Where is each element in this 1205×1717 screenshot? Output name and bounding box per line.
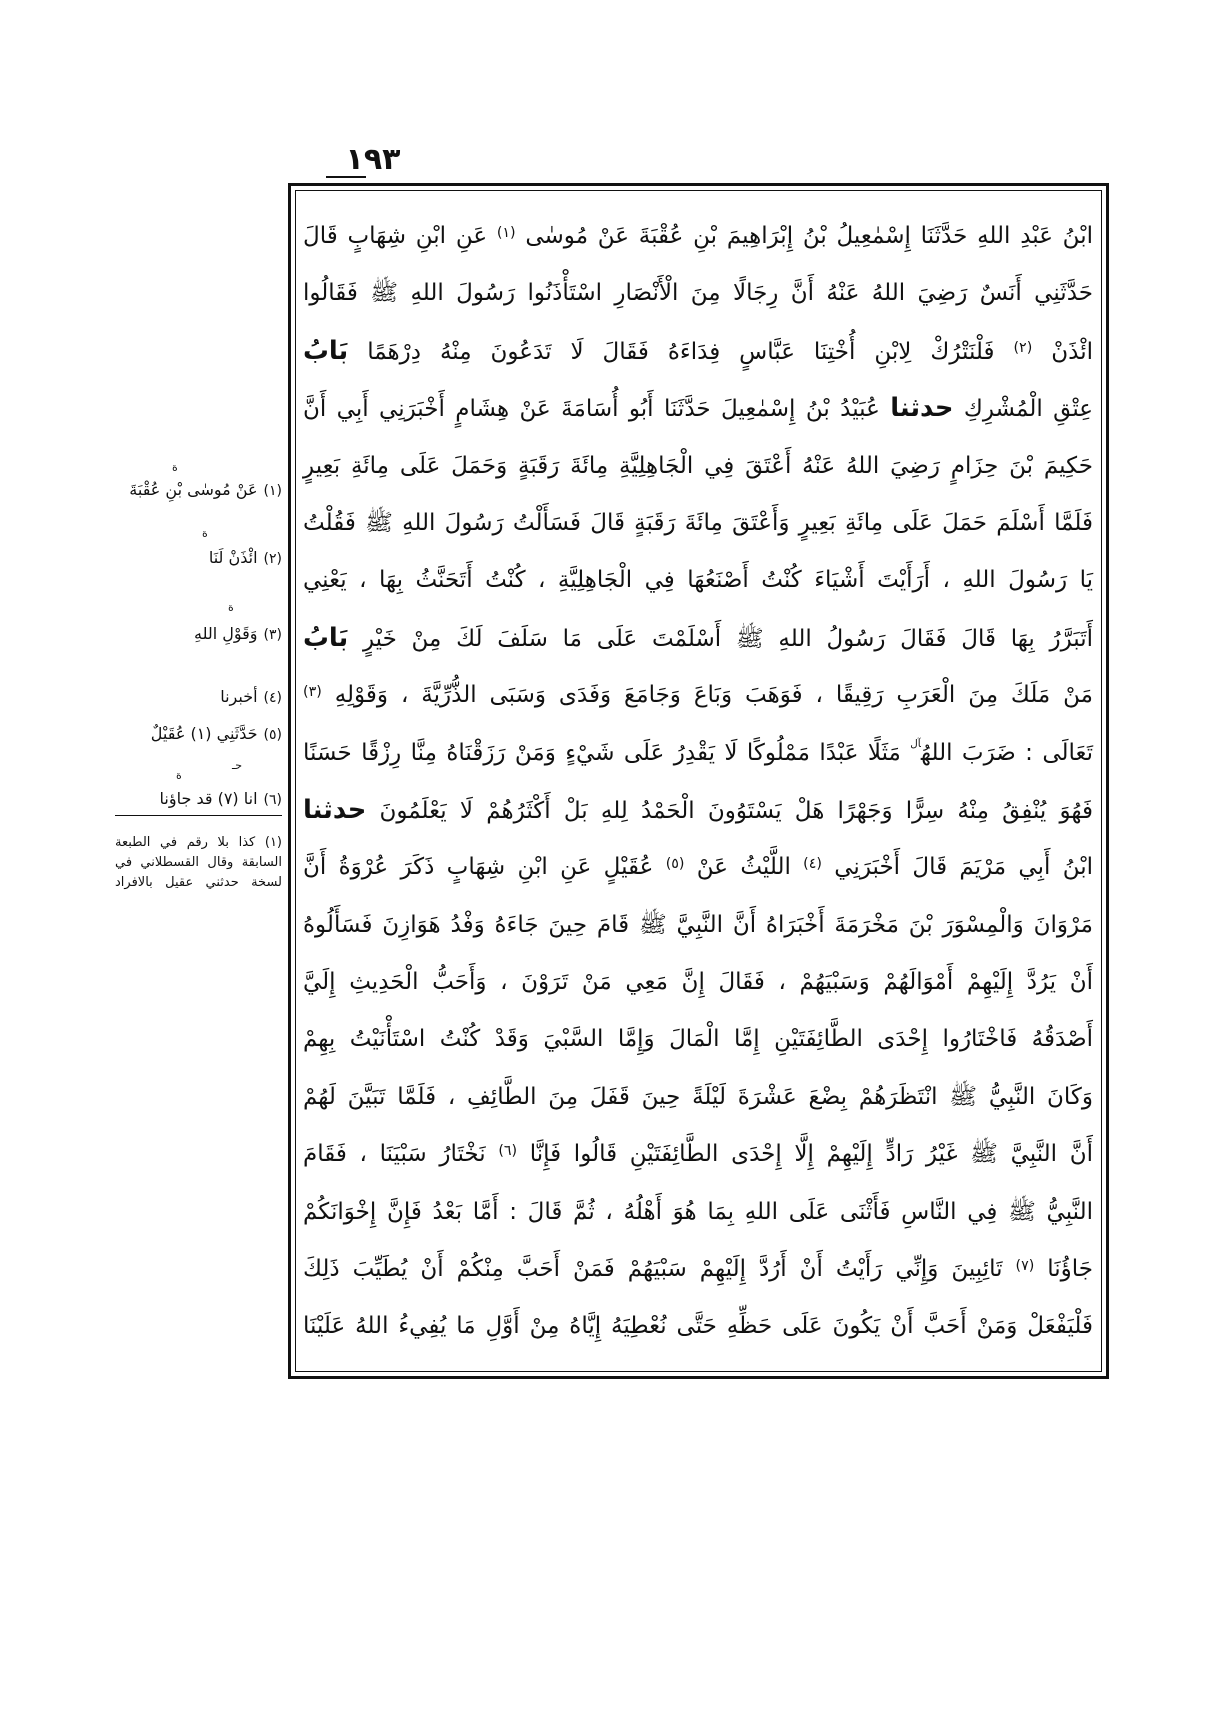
footnote-line: (١) كذا بلا رقم في الطبعة (115, 835, 282, 850)
text-line (303, 1126, 1093, 1183)
margin-note-text: انا (٧) قد جاؤنا (159, 789, 258, 808)
footnote-separator (115, 815, 282, 816)
text-line (303, 208, 1093, 265)
text-segment: نَخْتَارُ سَبْيَنَا ، فَقَامَ (303, 1141, 499, 1168)
margin-note-number: (٦) (263, 792, 282, 808)
note-reference: (٣) (303, 683, 322, 700)
chapter-heading-word: بَابُ (303, 335, 349, 366)
margin-note-text: حَدَّثَنِي (١) عُقَيْلٌ (150, 724, 258, 743)
text-line (303, 667, 1093, 724)
text-line (303, 1241, 1093, 1298)
note-reference: (٤) (803, 855, 822, 872)
text-segment: عُبَيْدُ بْنُ إِسْمٰعِيلَ حَدَّثَنَا أَبُو أُسَامَةَ عَنْ هِشَامٍ أَخْبَرَنِي أَبِي أَنَّ (303, 396, 891, 423)
text-segment: تَائِبِينَ وَإِنِّي رَأَيْتُ أَنْ أَرُدَّ إِلَيْهِمْ سَبْيَهُمْ فَمَنْ أَحَبَّ مِنْكُمْ أَنْ يُطَيِّبَ ذَلِكَ (303, 1256, 1016, 1283)
page-number: ١٩٣ (345, 142, 401, 177)
margin-note-number: (٣) (263, 627, 282, 643)
margin-note-number: (٤) (263, 690, 282, 706)
margin-note (209, 546, 282, 571)
text-segment: حَدَّثَنِي أَنَسٌ رَضِيَ اللهُ عَنْهُ أَنَّ رِجَالًا مِنَ الْأَنْصَارِ اسْتَأْذَنُوا رَسُولَ اللهِ ﷺ فَقَالُوا (303, 280, 1093, 307)
text-segment: ابْنُ عَبْدِ اللهِ حَدَّثَنَا إِسْمٰعِيلُ بْنُ إِبْرَاهِيمَ بْنِ عُقْبَةَ عَنْ مُوسٰى (515, 223, 1093, 249)
margin-note-number: (٥) (263, 727, 282, 743)
text-line (303, 1069, 1093, 1126)
text-segment: ابْنُ أَبِي مَرْيَمَ قَالَ أَخْبَرَنِي (821, 854, 1094, 881)
text-segment: أَنَّ النَّبِيَّ ﷺ غَيْرُ رَادٍّ إِلَيْهِمْ إِلَّا إِحْدَى الطَّائِفَتَيْنِ قَالُوا فَإِنَّا (517, 1141, 1093, 1168)
text-line (303, 265, 1093, 322)
variant-siglum: آل (910, 738, 921, 751)
variant-siglum: ة (176, 769, 182, 782)
variant-siglum: حـ (232, 759, 243, 772)
note-reference: (٢) (1013, 340, 1033, 357)
text-segment: عَنِ ابْنِ شِهَابٍ قَالَ (303, 223, 497, 249)
footnote-line: لسخة حدثني عقيل بالافراد (115, 875, 282, 890)
note-reference: (٥) (665, 855, 685, 872)
chapter-heading-word: حدثنا (890, 393, 954, 424)
margin-note (194, 622, 282, 647)
text-line (303, 323, 1093, 380)
text-segment: حَكِيمَ بْنَ حِزَامٍ رَضِيَ اللهُ عَنْهُ أَعْتَقَ فِي الْجَاهِلِيَّةِ مِائَةَ رَقَبَةٍ وَحَمَلَ عَلَى مِائَةِ بَعِيرٍ (303, 452, 1093, 479)
text-line (303, 495, 1093, 552)
chapter-heading-word: حدثنا (303, 794, 367, 825)
margin-note (220, 685, 282, 710)
text-segment: عِتْقِ الْمُشْرِكِ (953, 396, 1093, 423)
margin-note-text: ائْذَنْ لَنَا (208, 548, 258, 567)
variant-siglum: ة (202, 527, 208, 540)
text-segment: يَا رَسُولَ اللهِ ، أَرَأَيْتَ أَشْيَاءَ كُنْتُ أَصْنَعُهَا فِي الْجَاهِلِيَّةِ ، كُنْتُ أَتَحَنَّثُ بِهَا ، يَعْنِي (303, 567, 1093, 594)
margin-note-text: وَقَوْلِ اللهِ (193, 624, 258, 643)
variant-siglum: ة (172, 461, 178, 474)
margin-note-number: (٢) (263, 551, 282, 567)
text-segment: اللَّيْثُ عَنْ (684, 854, 804, 881)
text-segment: تَعَالَى : ضَرَبَ اللهُ (920, 739, 1094, 766)
text-segment: النَّبِيُّ ﷺ فِي النَّاسِ فَأَثْنَى عَلَى اللهِ بِمَا هُوَ أَهْلُهُ ، ثُمَّ قَالَ : أَمَّا بَعْدُ فَإِنَّ إِخْوَانَكُمْ (303, 1198, 1093, 1225)
text-line (303, 839, 1093, 896)
text-line (303, 1184, 1093, 1241)
note-reference: (٧) (1015, 1257, 1035, 1274)
text-segment: فَلْنَتْرُكْ لِابْنِ أُخْتِنَا عَبَّاسٍ فِدَاءَهُ فَقَالَ لَا تَدَعُونَ مِنْهُ دِرْهَمًا (348, 338, 1014, 365)
margin-note-text: عَنْ مُوسٰى بْنِ عُقْبَةَ (129, 480, 258, 499)
margin-note-text: أخبرنا (220, 687, 258, 706)
margin-note (129, 478, 282, 503)
text-line (303, 552, 1093, 609)
text-segment: جَاؤُنَا (1034, 1256, 1093, 1283)
footnote-line: السابقة وقال القسطلاني في (115, 855, 282, 870)
text-line (303, 380, 1093, 437)
text-segment: أَنْ يَرُدَّ إِلَيْهِمْ أَمْوَالَهُمْ وَسَبْيَهُمْ ، فَقَالَ إِنَّ مَعِي مَنْ تَرَوْنَ ، وَأَحَبُّ الْحَدِيثِ إِلَيَّ (303, 969, 1093, 996)
text-segment: فَلْيَفْعَلْ وَمَنْ أَحَبَّ أَنْ يَكُونَ عَلَى حَظِّهِ حَتَّى نُعْطِيَهُ إِيَّاهُ مِنْ أَوَّلِ مَا يُفِيءُ اللهُ عَلَيْنَا (303, 1313, 1093, 1340)
text-segment: أَصْدَقُهُ فَاخْتَارُوا إِحْدَى الطَّائِفَتَيْنِ إِمَّا الْمَالَ وَإِمَّا السَّبْيَ وَقَدْ كُنْتُ اسْتَأْنَيْتُ بِهِمْ (303, 1026, 1093, 1053)
margin-note (151, 722, 282, 747)
text-line (303, 782, 1093, 839)
text-line (303, 438, 1093, 495)
text-line (303, 1011, 1093, 1068)
variant-siglum: ة (228, 601, 234, 614)
text-line (303, 1298, 1093, 1355)
text-line (303, 954, 1093, 1011)
margin-note-number: (١) (263, 483, 282, 499)
chapter-heading-word: بَابُ (303, 622, 349, 653)
text-segment: مَثَلًا عَبْدًا مَمْلُوكًا لَا يَقْدِرُ عَلَى شَيْءٍ وَمَنْ رَزَقْنَاهُ مِنَّا رِزْقًا حَسَنًا (303, 739, 911, 766)
text-segment: ائْذَنْ (1032, 338, 1093, 365)
text-segment: أَتَبَرَّرُ بِهَا قَالَ فَقَالَ رَسُولُ اللهِ ﷺ أَسْلَمْتَ عَلَى مَا سَلَفَ لَكَ مِنْ خَيْرٍ (348, 625, 1093, 652)
text-line (303, 897, 1093, 954)
text-segment: فَلَمَّا أَسْلَمَ حَمَلَ عَلَى مِائَةِ بَعِيرٍ وَأَعْتَقَ مِائَةَ رَقَبَةٍ قَالَ فَسَأَلْتُ رَسُولَ اللهِ ﷺ فَقُلْتُ (303, 509, 1093, 536)
margin-note (160, 787, 282, 812)
text-line (303, 725, 1093, 782)
text-segment: فَهُوَ يُنْفِقُ مِنْهُ سِرًّا وَجَهْرًا هَلْ يَسْتَوُونَ الْحَمْدُ لِلهِ بَلْ أَكْثَرُهُمْ لَا يَعْلَمُونَ (366, 797, 1093, 824)
note-reference: (٦) (498, 1142, 518, 1159)
text-segment: مَرْوَانَ وَالْمِسْوَرَ بْنَ مَخْرَمَةَ أَخْبَرَاهُ أَنَّ النَّبِيَّ ﷺ قَامَ حِينَ جَاءَهُ وَفْدُ هَوَازِنَ فَسَأَلُوهُ (303, 911, 1093, 938)
note-reference: (١) (496, 224, 516, 241)
main-text-block (303, 208, 1093, 1356)
text-line (303, 610, 1093, 667)
text-segment: عُقَيْلٍ عَنِ ابْنِ شِهَابٍ ذَكَرَ عُرْوَةُ أَنَّ (303, 854, 666, 881)
text-segment: مَنْ مَلَكَ مِنَ الْعَرَبِ رَقِيقًا ، فَوَهَبَ وَبَاعَ وَجَامَعَ وَفَدَى وَسَبَى الذُّرِّيَّةَ ، وَقَوْلِهِ (321, 682, 1093, 709)
text-segment: وَكَانَ النَّبِيُّ ﷺ انْتَظَرَهُمْ بِضْعَ عَشْرَةَ لَيْلَةً حِينَ قَفَلَ مِنَ الطَّائِفِ ، فَلَمَّا تَبَيَّنَ لَهُمْ (303, 1083, 1093, 1110)
